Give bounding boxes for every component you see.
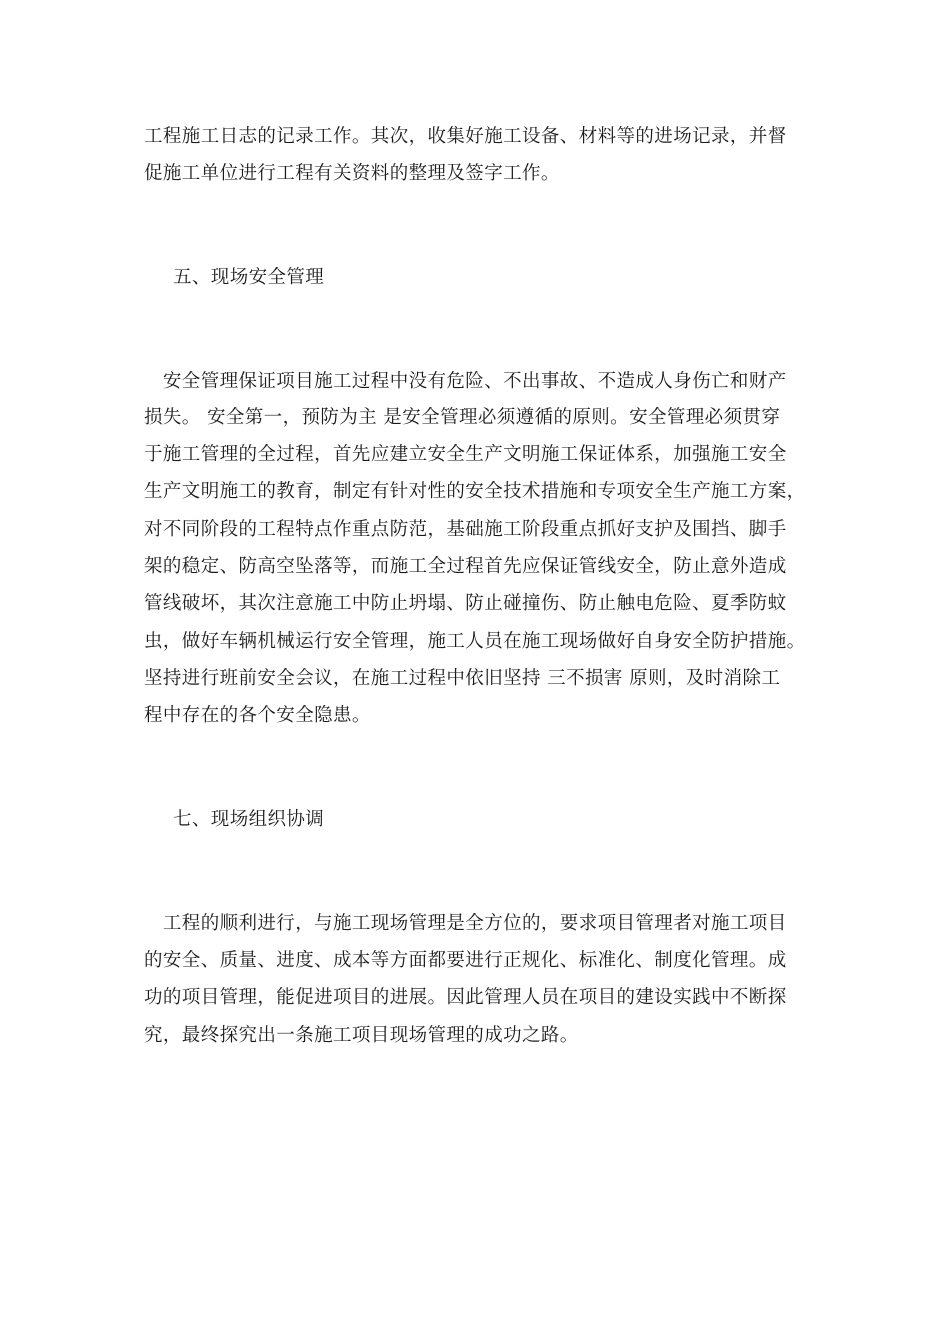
paragraph-line: 管线破坏，其次注意施工中防止坍塌、防止碰撞伤、防止触电危险、夏季防蚊	[144, 593, 787, 614]
section-heading-5: 五、现场安全管理	[173, 267, 325, 288]
section-heading-7: 七、现场组织协调	[173, 809, 325, 830]
paragraph-line: 工程施工日志的记录工作。其次，收集好施工设备、材料等的进场记录，并督	[144, 126, 787, 147]
paragraph-line: 的安全、质量、进度、成本等方面都要进行正规化、标准化、制度化管理。成	[144, 950, 787, 971]
paragraph-line: 架的稳定、防高空坠落等，而施工全过程首先应保证管线安全，防止意外造成	[144, 556, 787, 577]
paragraph-line: 对不同阶段的工程特点作重点防范，基础施工阶段重点抓好支护及围挡、脚手	[144, 519, 787, 540]
paragraph-line: 坚持进行班前安全会议，在施工过程中依旧坚持 三不损害 原则，及时消除工	[144, 668, 781, 689]
paragraph-line: 程中存在的各个安全隐患。	[144, 705, 371, 726]
paragraph-line: 虫，做好车辆机械运行安全管理，施工人员在施工现场做好自身安全防护措施。	[144, 631, 806, 652]
paragraph-line: 功的项目管理，能促进项目的进展。因此管理人员在项目的建设实践中不断探	[144, 987, 787, 1008]
paragraph-line: 工程的顺利进行，与施工现场管理是全方位的，要求项目管理者对施工项目	[144, 913, 787, 934]
paragraph-line: 安全管理保证项目施工过程中没有危险、不出事故、不造成人身伤亡和财产	[144, 371, 787, 392]
paragraph-line: 损失。 安全第一，预防为主 是安全管理必须遵循的原则。安全管理必须贯穿	[144, 407, 781, 428]
paragraph-line: 究，最终探究出一条施工项目现场管理的成功之路。	[144, 1025, 579, 1046]
paragraph-line: 促施工单位进行工程有关资料的整理及签字工作。	[144, 163, 560, 184]
paragraph-line: 生产文明施工的教育，制定有针对性的安全技术措施和专项安全生产施工方案，	[144, 481, 806, 502]
paragraph-line: 于施工管理的全过程，首先应建立安全生产文明施工保证体系，加强施工安全	[144, 444, 787, 465]
